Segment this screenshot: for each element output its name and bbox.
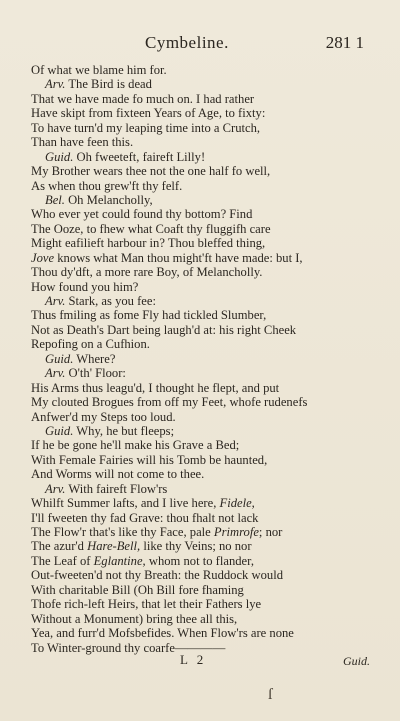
- line-text: To Winter-ground thy coarfe————: [31, 640, 226, 655]
- line-text: And Worms will not come to thee.: [31, 467, 205, 482]
- line-text: The azur'd: [31, 539, 88, 554]
- text-line: [31, 236, 376, 250]
- line-text: Eglantine,: [93, 553, 146, 568]
- text-line: [31, 106, 376, 120]
- text-line: [31, 438, 376, 452]
- line-text: Thofe rich-left Heirs, that let their Fathers lye: [31, 597, 262, 612]
- line-text: Without a Monument) bring thee all this,: [31, 611, 238, 626]
- page-header: [0, 33, 400, 53]
- line-text: like thy Veins; no nor: [140, 539, 252, 554]
- line-text: Stark, as you fee:: [65, 294, 156, 308]
- text-line: [31, 294, 376, 308]
- speaker-name: Arv.: [45, 77, 66, 92]
- text-line: [31, 424, 376, 438]
- line-text: The Flow'r that's like thy Face, pale: [31, 525, 214, 539]
- line-text: Primrofe: [213, 525, 259, 539]
- speaker-name: Guid.: [45, 351, 74, 366]
- line-text: That we have made fo much on. I had rather: [31, 91, 255, 106]
- line-text: Where?: [73, 351, 116, 366]
- text-line: [31, 308, 376, 322]
- speaker-name: Arv.: [45, 481, 66, 496]
- line-text: knows what Man thou might'ft have made: but I,: [54, 250, 303, 265]
- text-line: [31, 352, 376, 366]
- text-line: [31, 164, 376, 178]
- text-line: [31, 626, 376, 640]
- speaker-name: Guid.: [45, 149, 74, 164]
- play-text: [31, 63, 376, 655]
- line-text: To have turn'd my leaping time into a Crutch,: [31, 120, 261, 135]
- text-line: [31, 554, 376, 568]
- handwritten-mark: ſ: [268, 686, 273, 703]
- line-text: whom not to flander,: [145, 553, 254, 568]
- line-text: His Arms thus leagu'd, I thought he flept, and put: [31, 380, 280, 395]
- text-line: [31, 207, 376, 221]
- line-text: Hare-Bell,: [87, 539, 141, 554]
- text-line: [31, 612, 376, 626]
- speaker-name: Arv.: [45, 294, 66, 308]
- text-line: [31, 467, 376, 481]
- page-number: 281 1: [325, 33, 364, 52]
- speaker-name: Bel.: [45, 192, 65, 207]
- text-line: [31, 337, 376, 351]
- line-text: Not as Death's Dart being laugh'd at: his right Cheek: [31, 322, 297, 337]
- text-line: [31, 251, 376, 265]
- line-text: With charitable Bill (Oh Bill fore fhaming: [31, 582, 244, 597]
- text-line: [31, 395, 376, 409]
- text-line: [31, 121, 376, 135]
- text-line: [31, 265, 376, 279]
- line-text: Fidele,: [219, 496, 255, 511]
- line-text: Out-fweeten'd not thy Breath: the Ruddock would: [31, 568, 283, 583]
- text-line: [31, 453, 376, 467]
- text-line: [31, 280, 376, 294]
- text-line: [31, 150, 376, 164]
- line-text: Repofing on a Cufhion.: [31, 337, 150, 352]
- line-text: Oh fweeteft, faireft Lilly!: [73, 149, 206, 164]
- line-text: Thou dy'dft, a more rare Boy, of Melancholly.: [31, 265, 263, 280]
- text-line: [31, 410, 376, 424]
- text-line: [31, 482, 376, 496]
- line-text: I'll fweeten thy fad Grave: thou fhalt not lack: [31, 510, 259, 525]
- line-text: My clouted Brogues from off my Feet, whofe rudenefs: [31, 395, 308, 410]
- line-text: Why, he but fleeps;: [73, 423, 175, 438]
- line-text: ; nor: [258, 525, 283, 539]
- speaker-name: Arv.: [45, 366, 66, 381]
- line-text: The Bird is dead: [65, 77, 152, 92]
- text-line: [31, 583, 376, 597]
- signature-mark: L 2: [180, 652, 207, 667]
- line-text: The Leaf of: [31, 553, 94, 568]
- line-text: Thus fmiling as fome Fly had tickled Slumber,: [31, 308, 267, 323]
- text-line: [31, 496, 376, 510]
- line-text: Than have feen this.: [31, 135, 134, 150]
- text-line: [31, 193, 376, 207]
- line-text: Jove: [31, 250, 55, 265]
- text-line: [31, 63, 376, 77]
- line-text: If he be gone he'll make his Grave a Bed;: [31, 438, 240, 453]
- line-text: Have skipt from fixteen Years of Age, to fixty:: [31, 106, 266, 121]
- line-text: Might eafilieft harbour in? Thou bleffed thing,: [31, 236, 266, 251]
- text-line: [31, 597, 376, 611]
- line-text: My Brother wears thee not the one half fo well,: [31, 164, 271, 179]
- line-text: Anfwer'd my Steps too loud.: [31, 409, 176, 424]
- text-line: [31, 92, 376, 106]
- speaker-name: Guid.: [45, 423, 74, 438]
- text-line: [31, 568, 376, 582]
- line-text: O'th' Floor:: [65, 366, 126, 381]
- catchword: Guid.: [343, 654, 370, 668]
- text-line: [31, 179, 376, 193]
- line-text: Yea, and furr'd Mofsbefides. When Flow'rs are none: [31, 626, 294, 641]
- line-text: With Female Fairies will his Tomb be haunted,: [31, 452, 268, 467]
- text-line: [31, 77, 376, 91]
- text-line: [31, 381, 376, 395]
- page-footer: [0, 652, 400, 670]
- text-line: [31, 135, 376, 149]
- text-line: [31, 366, 376, 380]
- text-line: [31, 525, 376, 539]
- line-text: With faireft Flow'rs: [65, 481, 168, 496]
- text-line: [31, 222, 376, 236]
- running-title: Cymbeline.: [145, 33, 229, 52]
- text-line: [31, 323, 376, 337]
- text-line: [31, 539, 376, 553]
- line-text: The Ooze, to fhew what Coaft thy fluggifh care: [31, 221, 271, 236]
- line-text: Who ever yet could found thy bottom? Find: [31, 207, 253, 222]
- line-text: How found you him?: [31, 279, 139, 294]
- line-text: Oh Melancholly,: [64, 192, 153, 207]
- text-line: [31, 511, 376, 525]
- line-text: Of what we blame him for.: [31, 63, 167, 77]
- line-text: As when thou grew'ft thy felf.: [31, 178, 183, 193]
- line-text: Whilft Summer lafts, and I live here,: [31, 496, 220, 511]
